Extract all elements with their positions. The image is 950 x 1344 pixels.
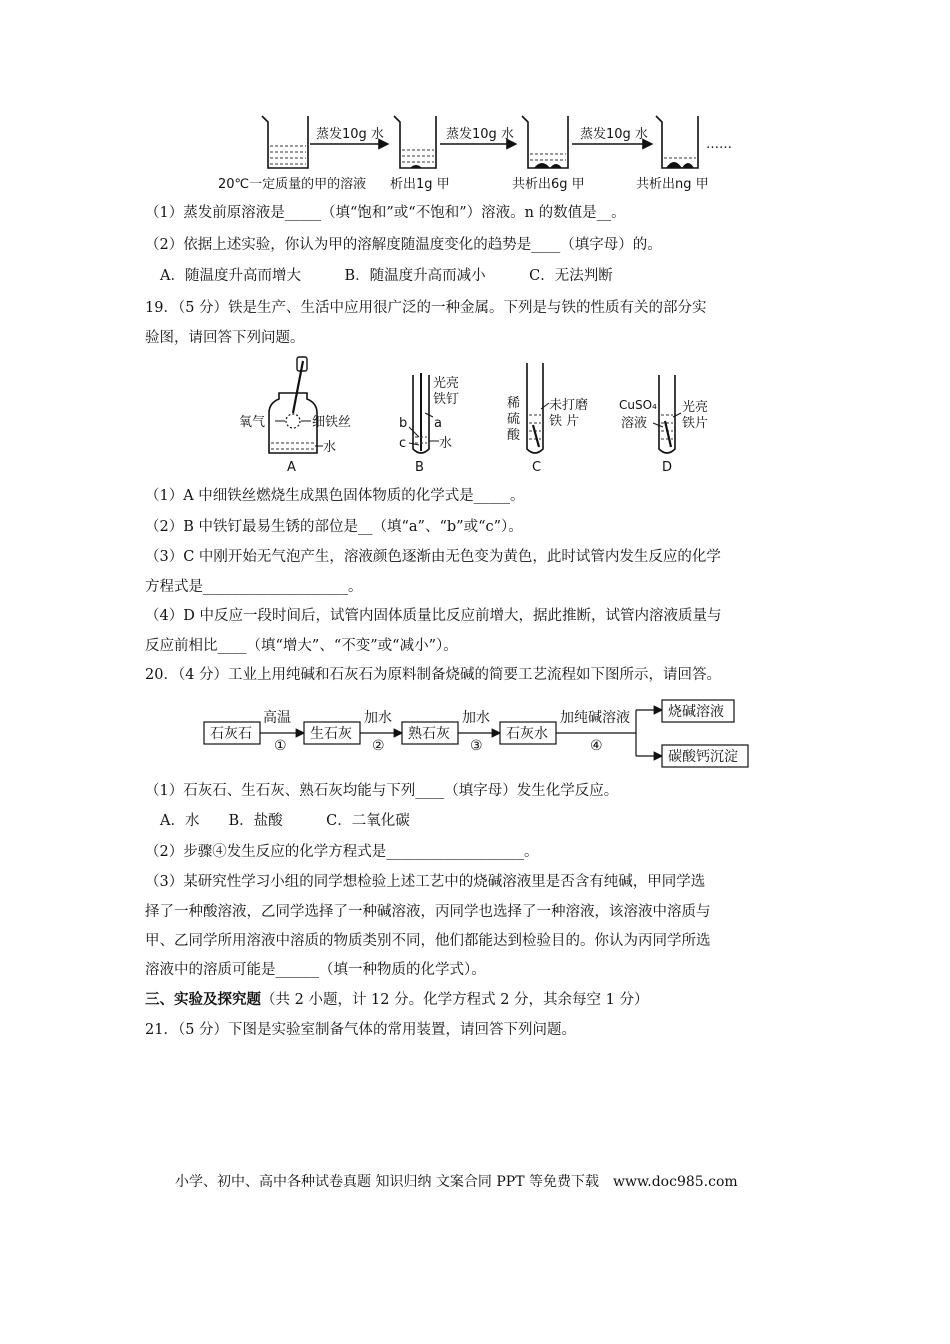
- evaporation-diagram: [218, 108, 750, 200]
- continuation-dots: ……: [706, 137, 732, 152]
- section-3-note: （共 2 小题，计 12 分。化学方程式 2 分，其余每空 1 分）: [261, 992, 649, 1008]
- box-limestone-label: 石灰石: [210, 726, 252, 742]
- q19-part4-line2: 反应前相比____（填“增大”、“不变”或“减小”）。: [145, 638, 458, 654]
- label-sulfuric: 硫: [507, 412, 521, 427]
- process-flow-diagram: [200, 700, 760, 770]
- q19-part2: （2）B 中铁钉最易生锈的部位是__（填“a”、“b”或“c”）。: [145, 519, 523, 535]
- q19-stem-line1: 19．（5 分）铁是生产、生活中应用很广泛的一种金属。下列是与铁的性质有关的部分实: [145, 300, 707, 316]
- label-c: C: [532, 460, 542, 475]
- label-point-a: a: [434, 416, 442, 431]
- q20-part3-line4: 溶液中的溶质可能是______（填一种物质的化学式）。: [145, 962, 486, 978]
- q19-part3-line2: 方程式是____________________。: [145, 579, 363, 595]
- q20-part3-line1: （3）某研究性学习小组的同学想检验上述工艺中的烧碱溶液里是否含有纯碱，甲同学选: [145, 874, 706, 890]
- arrow-label-2: 蒸发10g 水: [446, 127, 514, 142]
- box-slaked-lime-label: 熟石灰: [408, 726, 450, 742]
- label-oxygen: 氧气: [239, 415, 266, 430]
- q18-part1: （1）蒸发前原溶液是_____（填“饱和”或“不饱和”）溶液。n 的数值是__。: [145, 205, 626, 221]
- q18-options: A．随温度升高而增大 B．随温度升高而减小 C．无法判断: [160, 268, 613, 284]
- label-nail: 铁钉: [433, 392, 460, 407]
- apparatus-a: [239, 357, 351, 475]
- label-point-c: c: [399, 436, 407, 451]
- arrow-label-3: 蒸发10g 水: [580, 127, 648, 142]
- caption-4: 共析出ng 甲: [636, 177, 709, 192]
- section-3-heading: [145, 990, 649, 1010]
- label-point-b: b: [399, 416, 408, 431]
- q20-part1: （1）石灰石、生石灰、熟石灰均能与下列____（填字母）发生化学反应。: [145, 783, 619, 799]
- section-3-title: 三、实验及探究题: [145, 991, 261, 1008]
- label-acid: 酸: [507, 428, 521, 443]
- label-iron-wire: 细铁丝: [312, 415, 352, 430]
- caption-2: 析出1g 甲: [390, 177, 450, 192]
- beaker-4: [656, 116, 698, 168]
- label-iron-sheet-d: 铁片: [682, 416, 709, 431]
- step-3: ③: [470, 738, 483, 754]
- box-caustic-soda-label: 烧碱溶液: [668, 704, 724, 720]
- label-unpolished: 未打磨: [549, 398, 589, 413]
- q20-stem: 20．（4 分）工业上用纯碱和石灰石为原料制备烧碱的简要工艺流程如下图所示，请回答。: [145, 667, 722, 683]
- apparatus-d: [619, 375, 708, 475]
- caption-3: 共析出6g 甲: [512, 177, 585, 192]
- label-shiny-1: 光亮: [433, 376, 460, 391]
- label-water-a: 水: [323, 440, 337, 455]
- box-limewater-label: 石灰水: [506, 726, 548, 742]
- step-4: ④: [590, 738, 603, 754]
- label-dilute: 稀: [507, 396, 521, 411]
- beaker-3: [522, 116, 568, 168]
- cond-3: 加水: [462, 710, 490, 726]
- label-a: A: [287, 460, 296, 475]
- q20-part3-line2: 择了一种酸溶液，乙同学选择了一种碱溶液，丙同学也选择了一种溶液，该溶液中溶质与: [145, 904, 711, 920]
- page-footer: 小学、初中、高中各种试卷真题 知识归纳 文案合同 PPT 等免费下载 www.doc985.com: [175, 1174, 738, 1190]
- step-2: ②: [372, 738, 385, 754]
- apparatus-c: [507, 363, 588, 475]
- label-shiny-2: 光亮: [682, 400, 709, 415]
- cond-2: 加水: [364, 710, 392, 726]
- box-quicklime-label: 生石灰: [310, 726, 352, 742]
- label-iron-sheet-c: 铁 片: [549, 414, 580, 429]
- step-1: ①: [274, 738, 287, 754]
- cond-4: 加纯碱溶液: [560, 710, 630, 726]
- label-d: D: [662, 460, 673, 475]
- q18-part2: （2）依据上述实验，你认为甲的溶解度随温度变化的趋势是____（填字母）的。: [145, 237, 662, 253]
- q19-stem-line2: 验图，请回答下列问题。: [145, 330, 305, 346]
- box-caco3-label: 碳酸钙沉淀: [668, 749, 738, 765]
- q19-part1: （1）A 中细铁丝燃烧生成黑色固体物质的化学式是_____。: [145, 488, 525, 504]
- beaker-1: [262, 116, 308, 168]
- beaker-2: [394, 116, 436, 168]
- iron-experiments-diagram: [235, 355, 755, 477]
- arrow-label-1: 蒸发10g 水: [316, 127, 384, 142]
- apparatus-b: [399, 373, 459, 475]
- cond-1: 高温: [263, 710, 291, 726]
- q19-part4-line1: （4）D 中反应一段时间后，试管内固体质量比反应前增大，据此推断，试管内溶液质量与: [145, 608, 722, 624]
- q21-stem: 21．（5 分）下图是实验室制备气体的常用装置，请回答下列问题。: [145, 1022, 577, 1038]
- q19-part3-line1: （3）C 中刚开始无气泡产生，溶液颜色逐渐由无色变为黄色，此时试管内发生反应的化学: [145, 549, 721, 565]
- label-solution: 溶液: [621, 416, 648, 431]
- q20-options: A．水 B．盐酸 C．二氧化碳: [160, 813, 410, 829]
- caption-1: 20℃一定质量的甲的溶液: [218, 177, 367, 192]
- q20-part3-line3: 甲、乙同学所用溶液中溶质的物质类别不同，他们都能达到检验目的。你认为丙同学所选: [145, 933, 711, 949]
- label-cuso4: CuSO₄: [619, 398, 657, 412]
- label-b: B: [415, 460, 424, 475]
- label-water-b: 水: [439, 436, 453, 451]
- q20-part2: （2）步骤④发生反应的化学方程式是___________________。: [145, 844, 539, 860]
